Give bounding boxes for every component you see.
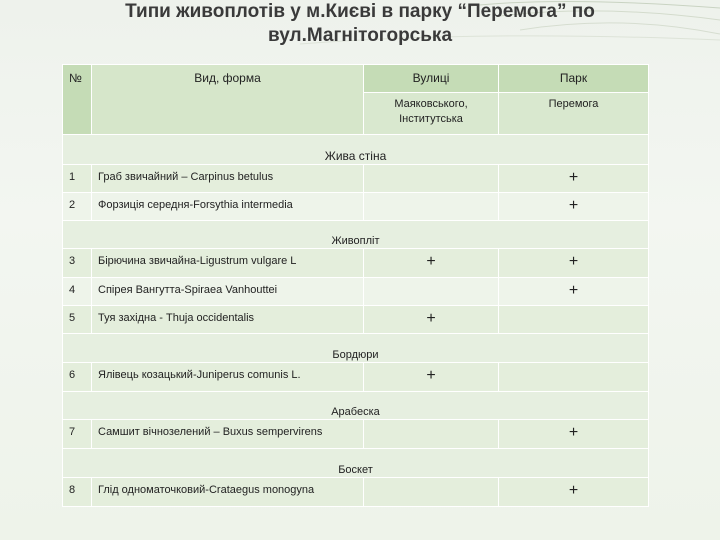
species-name: Граб звичайний – Carpinus betulus [92, 165, 364, 193]
species-name: Спірея Вангутта-Spiraea Vanhouttei [92, 278, 364, 306]
streets-subheader: Маяковського, Інститутська [364, 93, 499, 135]
row-number: 3 [63, 249, 92, 278]
streets-mark: + [364, 306, 499, 334]
table-row [63, 420, 649, 449]
table-row [63, 306, 649, 334]
streets-mark [364, 193, 499, 221]
streets-mark [364, 478, 499, 507]
page-title: Типи живоплотів у м.Києві в парку “Перемога” по вул.Магнітогорська [125, 1, 595, 46]
row-number: 1 [63, 165, 92, 193]
table-row [63, 249, 649, 278]
species-name: Туя західна - Thuja occidentalis [92, 306, 364, 334]
section-row [63, 392, 649, 420]
section-title: Арабеска [63, 392, 649, 420]
section-title: Жива стіна [63, 135, 649, 165]
header-num: № [63, 65, 92, 135]
park-mark [499, 363, 649, 392]
header-kind: Вид, форма [92, 65, 364, 135]
park-mark: + [499, 420, 649, 449]
park-mark: + [499, 478, 649, 507]
park-mark: + [499, 278, 649, 306]
table-row [63, 478, 649, 507]
header-streets: Вулиці [364, 65, 499, 93]
species-name: Самшит вічнозелений – Buxus sempervirens [92, 420, 364, 449]
table-row [63, 193, 649, 221]
park-mark: + [499, 193, 649, 221]
section-row [63, 449, 649, 478]
table-row [63, 363, 649, 392]
row-number: 5 [63, 306, 92, 334]
section-row [63, 221, 649, 249]
species-name: Глід одноматочковий-Crataegus monogyna [92, 478, 364, 507]
section-title: Боскет [63, 449, 649, 478]
section-row [63, 135, 649, 165]
park-subheader: Перемога [499, 93, 649, 135]
header-row [63, 65, 649, 93]
streets-mark [364, 420, 499, 449]
streets-mark [364, 165, 499, 193]
park-mark [499, 306, 649, 334]
species-name: Ялівець козацький-Juniperus comunis L. [92, 363, 364, 392]
section-title: Бордюри [63, 334, 649, 363]
row-number: 7 [63, 420, 92, 449]
streets-mark: + [364, 249, 499, 278]
table-row [63, 278, 649, 306]
header-park: Парк [499, 65, 649, 93]
hedge-types-table [62, 64, 649, 507]
row-number: 2 [63, 193, 92, 221]
streets-mark [364, 278, 499, 306]
row-number: 6 [63, 363, 92, 392]
park-mark: + [499, 249, 649, 278]
park-mark: + [499, 165, 649, 193]
row-number: 8 [63, 478, 92, 507]
species-name: Форзиція середня-Forsythia intermedia [92, 193, 364, 221]
section-row [63, 334, 649, 363]
section-title: Живопліт [63, 221, 649, 249]
row-number: 4 [63, 278, 92, 306]
streets-mark: + [364, 363, 499, 392]
table-row [63, 165, 649, 193]
species-name: Бірючина звичайна-Ligustrum vulgare L [92, 249, 364, 278]
